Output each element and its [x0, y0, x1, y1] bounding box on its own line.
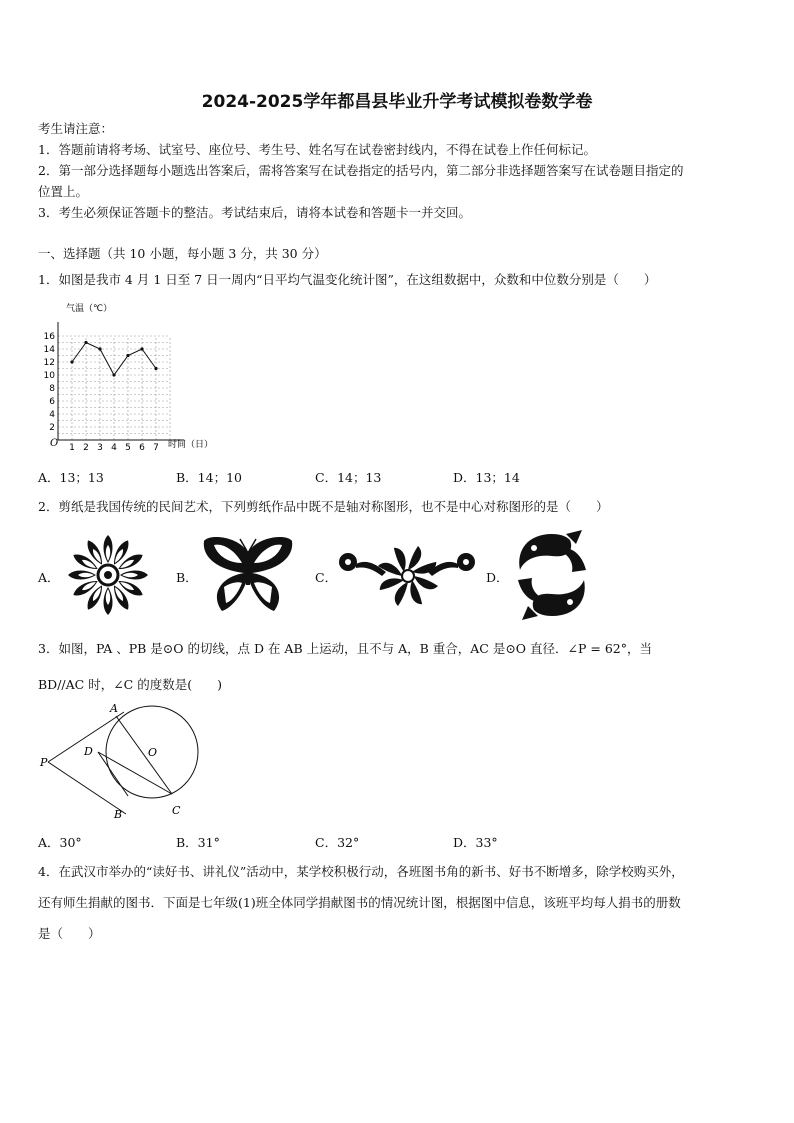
swirl-petal	[395, 582, 408, 606]
swirl-petal	[408, 546, 421, 570]
q2-label-a: A．	[38, 570, 60, 585]
question-4-line-1: 4．在武汉市举办的“读好书、讲礼仪”活动中，某学校积极行动，各班图书角的新书、好书不断增多，除学校购买外，	[38, 864, 684, 879]
question-3-line-1: 3．如图，PA 、PB 是⊙O 的切线，点 D 在 AB 上运动，且不与 A，B 重合，AC 是⊙O 直径．∠P = 62°，当	[38, 641, 652, 656]
question-4-line-2: 还有师生捐献的图书．下面是七年级(1)班全体同学捐献图书的情况统计图，根据图中信息，该班平均每人捐书的册数	[38, 895, 681, 910]
chord-dc	[98, 752, 172, 794]
question-2-text: 2．剪纸是我国传统的民间艺术，下列剪纸作品中既不是轴对称图形，也不是中心对称图形的是（ ）	[38, 499, 609, 514]
diameter-ac	[116, 716, 172, 794]
x-tick-label: 5	[125, 443, 131, 453]
y-tick-label: 8	[49, 384, 55, 394]
circle-tangent-figure	[38, 700, 208, 824]
point-d-label: D	[84, 745, 93, 758]
q1-option-c: C．14；13	[315, 470, 382, 485]
temperature-line-chart	[40, 298, 230, 458]
y-tick-label: 16	[43, 332, 55, 342]
data-point	[112, 373, 115, 376]
chart-grid	[58, 336, 170, 440]
notice-item-2-cont: 位置上。	[38, 184, 89, 199]
y-tick-label: 14	[43, 345, 55, 355]
notice-item-3: 3．考生必须保证答题卡的整洁。考试结束后，请将本试卷和答题卡一并交回。	[38, 205, 471, 220]
data-point	[98, 347, 101, 350]
origin-label: O	[50, 438, 59, 449]
notice-item-2: 2．第一部分选择题每小题选出答案后，需将答案写在试卷指定的括号内，第二部分非选择题答案写在试卷题目指定的	[38, 163, 684, 178]
question-4-line-3: 是（ ）	[38, 926, 101, 941]
papercut-swirl-flower-icon	[338, 540, 478, 610]
papercut-flower-icon	[60, 532, 156, 618]
point-p-label: P	[40, 756, 48, 769]
data-point	[126, 354, 129, 357]
data-point	[140, 347, 143, 350]
data-point	[70, 360, 73, 363]
y-tick-label: 12	[43, 358, 55, 368]
q2-label-d: D．	[486, 570, 509, 585]
x-tick-label: 4	[111, 443, 117, 453]
papercut-butterfly-icon	[200, 535, 296, 615]
section-heading: 一、选择题（共 10 小题，每小题 3 分，共 30 分）	[38, 246, 327, 261]
question-3-line-2: BD//AC 时，∠C 的度数是( )	[38, 677, 222, 692]
x-tick-label: 1	[69, 443, 75, 453]
tangent-pb	[48, 762, 126, 814]
q3-option-c: C．32°	[315, 835, 360, 850]
y-tick-label: 2	[49, 423, 55, 433]
papercut-fish-icon	[512, 530, 592, 620]
y-tick-label: 10	[43, 371, 55, 381]
point-a-label: A	[110, 702, 118, 715]
x-tick-label: 7	[153, 443, 159, 453]
point-b-label: B	[114, 808, 123, 821]
q2-label-b: B．	[176, 570, 198, 585]
q1-option-b: B．14；10	[176, 470, 242, 485]
chart-axes	[58, 322, 184, 440]
data-point	[84, 341, 87, 344]
q1-option-a: A．13；13	[38, 470, 104, 485]
q2-label-c: C．	[315, 570, 338, 585]
notice-heading: 考生请注意：	[38, 121, 114, 136]
chord-bd	[98, 752, 128, 796]
x-tick-label: 2	[83, 443, 89, 453]
y-axis-label: 气温（℃）	[66, 304, 113, 314]
q3-option-d: D．33°	[453, 835, 498, 850]
page-title: 2024-2025学年都昌县毕业升学考试模拟卷数学卷	[201, 92, 593, 112]
q3-option-a: A．30°	[38, 835, 82, 850]
point-o-label: O	[148, 746, 158, 759]
x-axis-label: 时间（日）	[168, 440, 214, 450]
point-c-label: C	[172, 804, 181, 817]
notice-item-1: 1．答题前请将考场、试室号、座位号、考生号、姓名写在试卷密封线内，不得在试卷上作任何标记。	[38, 142, 596, 157]
y-tick-label: 4	[49, 410, 55, 420]
q3-option-b: B．31°	[176, 835, 220, 850]
question-1-text: 1．如图是我市 4 月 1 日至 7 日一周内“日平均气温变化统计图”，在这组数据中，众数和中位数分别是（ ）	[38, 272, 657, 287]
swirl-petal	[414, 576, 438, 589]
data-point	[154, 367, 157, 370]
x-tick-label: 3	[97, 443, 103, 453]
x-tick-label: 6	[139, 443, 145, 453]
q1-option-d: D．13；14	[453, 470, 520, 485]
y-tick-label: 6	[49, 397, 55, 407]
